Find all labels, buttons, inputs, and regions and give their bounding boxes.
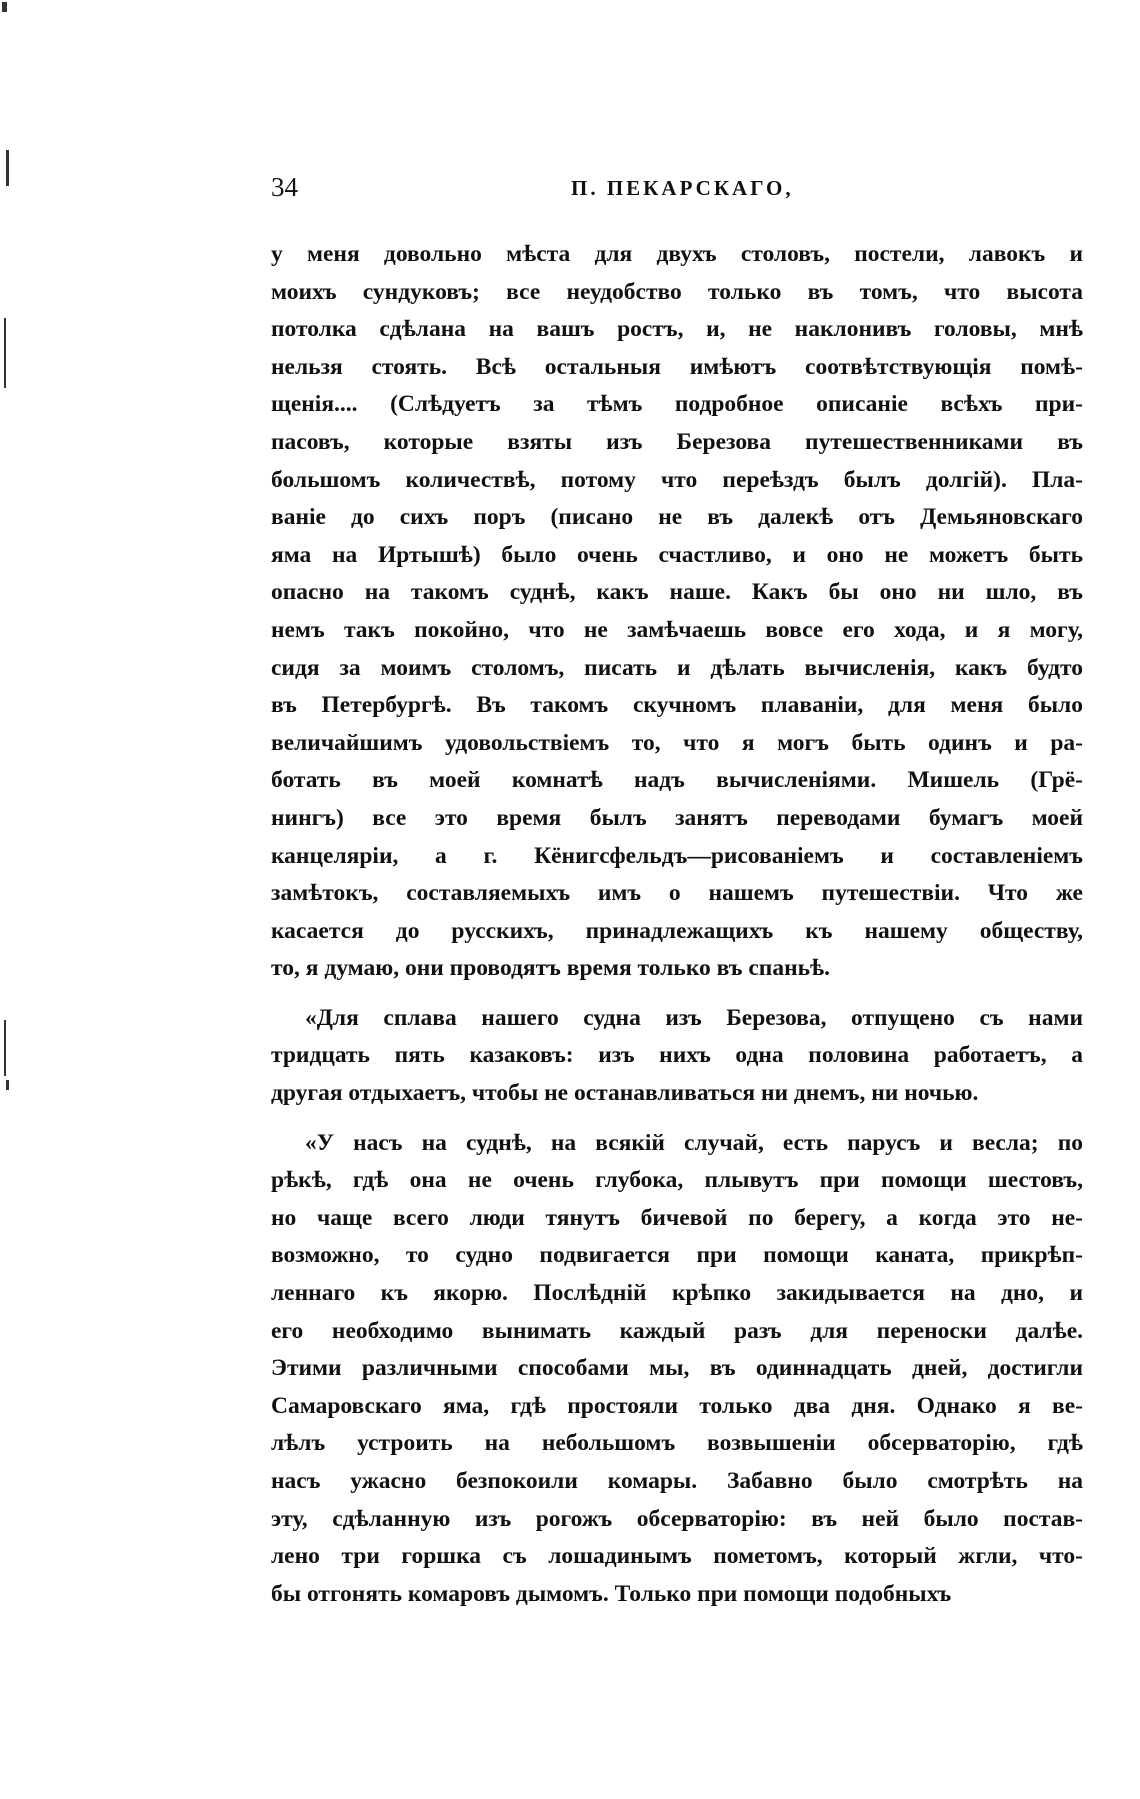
text-line: моихъ сундуковъ; все неудобство только въ томъ, что высота xyxy=(271,278,1083,305)
text-line: щенія.... (Слѣдуетъ за тѣмъ подробное описаніе всѣхъ при- xyxy=(271,391,1083,418)
paragraph xyxy=(271,1000,1083,1113)
text-line: ботать въ моей комнатѣ надъ вычисленіями. Мишель (Грё- xyxy=(271,767,1083,794)
scan-mark xyxy=(2,2,7,12)
text-line: но чаще всего люди тянутъ бичевой по берегу, а когда это не- xyxy=(271,1204,1083,1231)
text-line: возможно, то судно подвигается при помощи каната, прикрѣп- xyxy=(271,1242,1083,1269)
text-line: сидя за моимъ столомъ, писать и дѣлать вычисленія, какъ будто xyxy=(271,654,1083,681)
text-line: величайшимъ удовольствіемъ то, что я могъ быть одинъ и ра- xyxy=(271,729,1083,756)
text-line: опасно на такомъ суднѣ, какъ наше. Какъ бы оно ни шло, въ xyxy=(271,579,1083,606)
text-line: нельзя стоять. Всѣ остальныя имѣютъ соотвѣтствующія помѣ- xyxy=(271,353,1083,380)
text-line: касается до русскихъ, принадлежащихъ къ нашему обществу, xyxy=(271,917,1083,944)
text-line: потолка сдѣлана на вашъ ростъ, и, не наклонивъ головы, мнѣ xyxy=(271,316,1083,343)
page-header xyxy=(271,172,1083,212)
page-number: 34 xyxy=(271,172,298,202)
text-line: пасовъ, которые взяты изъ Березова путешественниками въ xyxy=(271,428,1083,455)
text-line: другая отдыхаетъ, чтобы не останавливаться ни днемъ, ни ночью. xyxy=(271,1080,979,1107)
scan-mark xyxy=(6,150,9,186)
paragraph xyxy=(271,236,1083,988)
text-line: бы отгонять комаровъ дымомъ. Только при помощи подобныхъ xyxy=(271,1580,952,1607)
text-line: эту, сдѣланную изъ рогожъ обсерваторію: въ ней было постав- xyxy=(271,1505,1083,1532)
running-title: П. ПЕКАРСКАГО, xyxy=(571,176,794,200)
book-page xyxy=(271,0,1083,1799)
scan-mark xyxy=(6,1080,9,1090)
text-line: Самаровскаго яма, гдѣ простояли только два дня. Однако я ве- xyxy=(271,1392,1083,1419)
text-line: Этими различными способами мы, въ одиннадцать дней, достигли xyxy=(271,1355,1083,1382)
text-line: рѣкѣ, гдѣ она не очень глубока, плывутъ при помощи шестовъ, xyxy=(271,1167,1083,1194)
text-line: «У насъ на суднѣ, на всякій случай, есть парусъ и весла; по xyxy=(305,1129,1083,1156)
text-line: канцеляріи, а г. Кёнигсфельдъ—рисованіемъ и составленіемъ xyxy=(271,842,1083,869)
text-line: «Для сплава нашего судна изъ Березова, отпущено съ нами xyxy=(305,1004,1083,1031)
text-line: большомъ количествѣ, потому что переѣздъ былъ долгій). Пла- xyxy=(271,466,1083,493)
text-line: лѣлъ устроить на небольшомъ возвышеніи обсерваторію, гдѣ xyxy=(271,1430,1083,1457)
body-text xyxy=(271,236,1083,1613)
text-line: нингъ) все это время былъ занятъ переводами бумагъ моей xyxy=(271,804,1083,831)
text-line: въ Петербургѣ. Въ такомъ скучномъ плаваніи, для меня было xyxy=(271,692,1083,719)
text-line: лено три горшка съ лошадинымъ пометомъ, который жгли, что- xyxy=(271,1543,1083,1570)
text-line: ваніе до сихъ поръ (писано не въ далекѣ отъ Демьяновскаго xyxy=(271,504,1083,531)
paragraph xyxy=(271,1125,1083,1614)
text-line: замѣтокъ, составляемыхъ имъ о нашемъ путешествіи. Что же xyxy=(271,880,1083,907)
text-line: его необходимо вынимать каждый разъ для переноски далѣе. xyxy=(271,1317,1083,1344)
scan-mark xyxy=(4,318,6,388)
text-line: у меня довольно мѣста для двухъ столовъ, постели, лавокъ и xyxy=(271,241,1083,267)
text-line: то, я думаю, они проводятъ время только въ спаньѣ. xyxy=(271,955,831,982)
text-line: леннаго къ якорю. Послѣдній крѣпко закидывается на дно, и xyxy=(271,1280,1083,1307)
text-line: немъ такъ покойно, что не замѣчаешь вовсе его хода, и я могу, xyxy=(271,616,1083,643)
text-line: насъ ужасно безпокоили комары. Забавно было смотрѣть на xyxy=(271,1468,1083,1494)
text-line: тридцать пять казаковъ: изъ нихъ одна половина работаетъ, а xyxy=(271,1042,1083,1069)
text-line: яма на Иртышѣ) было очень счастливо, и оно не можетъ быть xyxy=(271,541,1083,568)
scan-gutter xyxy=(0,0,30,1799)
scan-mark xyxy=(4,1020,6,1076)
